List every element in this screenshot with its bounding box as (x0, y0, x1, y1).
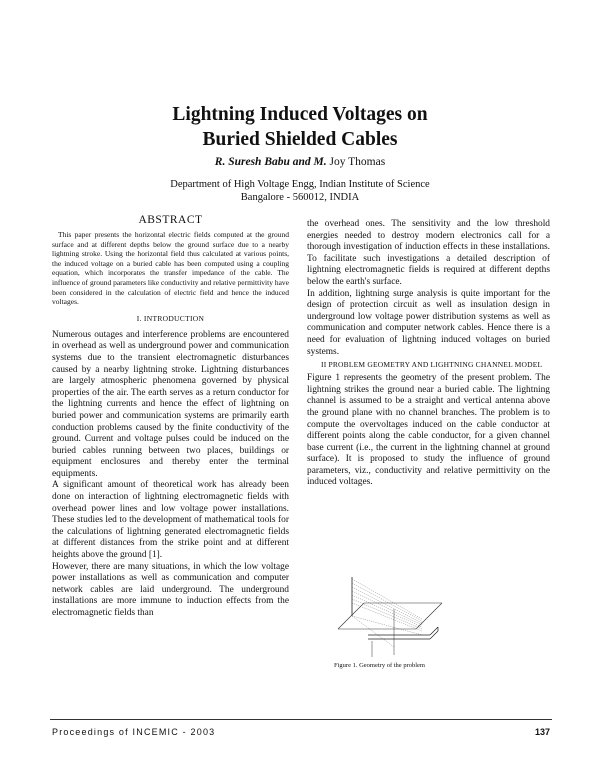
abstract-text: This paper presents the horizontal electric fields computed at the ground surface and at different depths below the ground surface due to a nearby lightning stroke. Using the horizontal field thus calculated at various points, the induced voltage on a buried cable has been computed using a coupling equation, which incorporates the transfer impedance of the cable. The influence of ground parameters like conductivity and relative permittivity have been considered in the calculation of electric field and hence the induced voltages. (52, 230, 289, 307)
footer-proceedings: Proceedings of INCEMIC - 2003 (52, 727, 216, 737)
footer-divider (50, 719, 552, 720)
problem-geometry-heading: II PROBLEM GEOMETRY AND LIGHTNING CHANNEL MODEL (321, 360, 543, 370)
intro-paragraph-3: However, there are many situations, in which the low voltage power installations as well as communication and computer network cables are laid underground. The underground installations are more immune to induction effects from the electromagnetic fields than (52, 561, 289, 618)
figure-caption: Figure 1. Geometry of the problem (334, 662, 425, 669)
right-paragraph-1: the overhead ones. The sensitivity and the low threshold energies needed to destroy modern electronics call for a thorough investigation of induction effects in these installations. To facilitate such investigations a detailed description of lightning electromagnetic fields is required at different depths below the earth's surface. (307, 219, 550, 287)
authors-secondary: Joy Thomas (326, 156, 386, 168)
geometry-figure (334, 575, 446, 660)
title-line-2: Buried Shielded Cables (202, 129, 398, 150)
ground-plane (338, 603, 442, 629)
affiliation-line-2: Bangalore - 560012, INDIA (240, 192, 360, 203)
introduction-heading: I. INTRODUCTION (136, 313, 205, 323)
left-column (52, 214, 289, 620)
page-number: 137 (534, 727, 550, 737)
right-paragraph-2: In addition, lightning surge analysis is quite important for the design of protection circuit as well as insulation design in underground low voltage power distribution systems as well as communication and computer network cables. Hence there is a need for evaluation of lightning induced voltages on buried systems. (307, 288, 550, 357)
right-column (307, 219, 550, 489)
authors (0, 156, 600, 168)
intro-paragraph-1: Numerous outages and interference problems are encountered in overhead as well as underground power and communication systems due to the transient electromagnetic disturbances caused by a nearby lightning stroke. Lightning disturbances are largely atmospheric phenomena governed by physical properties of the air. The earth serves as a return conductor for the lightning currents and hence the effect of lightning on buried power and communication systems are primarily earth conduction problems caused by the finite conductivity of the ground. Current and voltage pulses could be induced on the buried cables running between two places, buildings or equipment enclosures and thereby enter the terminal equipments. (52, 329, 289, 479)
abstract-heading: ABSTRACT (138, 214, 203, 226)
affiliation (0, 178, 600, 204)
affiliation-line-1: Department of High Voltage Engg, Indian Institute of Science (170, 179, 430, 190)
right-paragraph-3: Figure 1 represents the geometry of the present problem. The lightning strikes the ground near a buried cable. The lightning channel is assumed to be a straight and vertical antenna above the ground plane with no channel branches. The problem is to compute the overvoltages induced on the cable conductor at different points along the cable conductor, for a given channel base current (i.e., the current in the lightning channel at ground surface). It is proposed to study the influence of ground parameters, viz., conductivity and relative permittivity on the induced voltages. (307, 373, 550, 488)
paper-title (0, 102, 600, 152)
title-line-1: Lightning Induced Voltages on (172, 104, 428, 125)
radiation-lines (352, 579, 422, 647)
authors-primary: R. Suresh Babu and M. (214, 156, 327, 168)
intro-paragraph-2: A significant amount of theoretical work has already been done on interaction of lightning electromagnetic fields with overhead power lines and low voltage power installations. These studies led to the development of mathematical tools for the calculations of lightning generated electromagnetic fields at different distances from the strike point and at different heights above the ground [1]. (52, 480, 289, 561)
